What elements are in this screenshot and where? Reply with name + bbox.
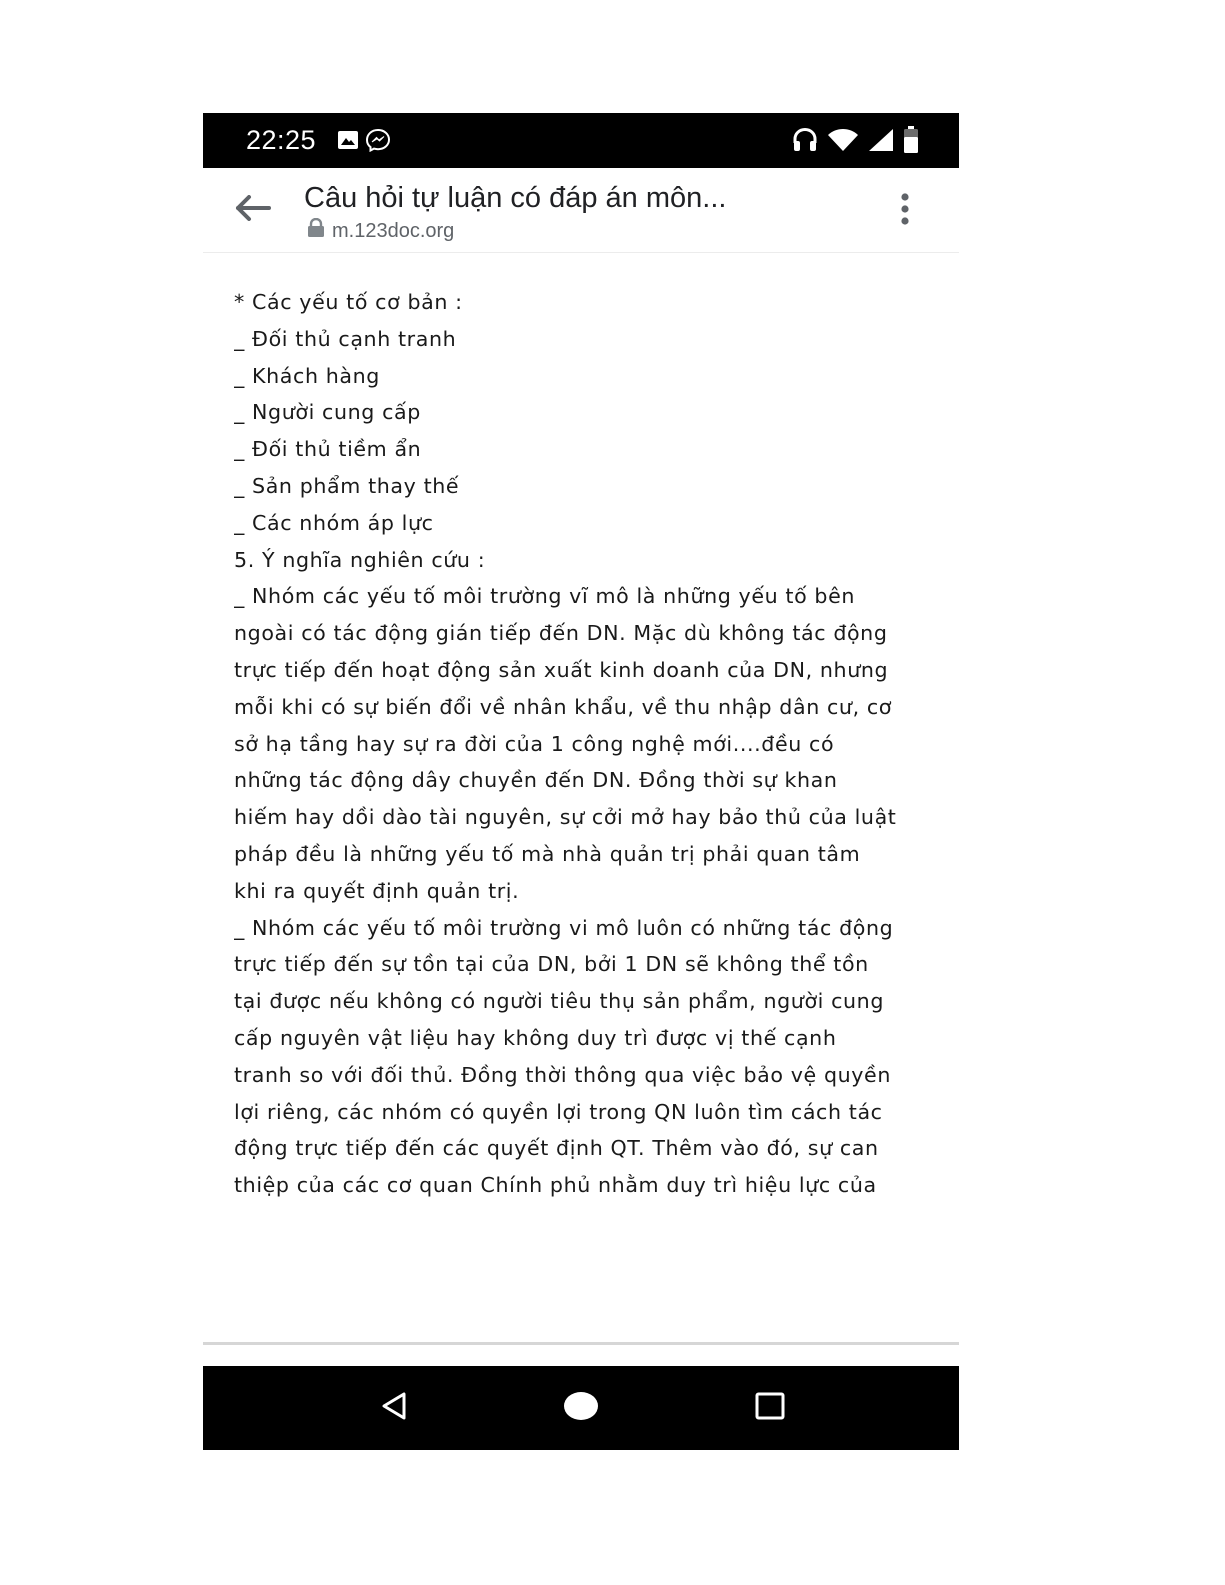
document-line: _ Sản phẩm thay thế	[234, 473, 460, 498]
document-line: tranh so với đối thủ. Đồng thời thông qua việc bảo vệ quyền	[234, 1062, 891, 1087]
navigation-bar	[203, 1366, 959, 1450]
document-line: _ Nhóm các yếu tố môi trường vĩ mô là những yếu tố bên	[234, 584, 856, 609]
browser-header	[203, 168, 959, 253]
document-line: _ Người cung cấp	[234, 400, 421, 425]
back-arrow-icon	[234, 195, 272, 225]
document-line: _ Các nhóm áp lực	[234, 510, 434, 535]
nav-back-button[interactable]	[374, 1388, 414, 1428]
document-content	[234, 284, 959, 1204]
document-line: trực tiếp đến sự tồn tại của DN, bởi 1 DN sẽ không thể tồn	[234, 952, 869, 977]
document-line: hiếm hay dồi dào tài nguyên, sự cởi mở hay bảo thủ của luật	[234, 805, 897, 830]
recents-square-icon	[755, 1392, 785, 1424]
document-line: sở hạ tầng hay sự ra đời của 1 công nghệ mới....đều có	[234, 731, 835, 756]
document-line: _ Đối thủ cạnh tranh	[234, 326, 457, 351]
messenger-icon	[365, 128, 391, 156]
page-url[interactable]	[307, 218, 454, 243]
nav-recents-button[interactable]	[750, 1388, 790, 1428]
document-line: lợi riêng, các nhóm có quyền lợi trong QN luôn tìm cách tác	[234, 1099, 883, 1124]
back-button[interactable]	[233, 190, 273, 230]
document-line: pháp đều là những yếu tố mà nhà quản trị phải quan tâm	[234, 841, 861, 866]
status-time: 22:25	[246, 125, 317, 155]
document-line: thiệp của các cơ quan Chính phủ nhằm duy trì hiệu lực của	[234, 1173, 877, 1198]
document-line: ngoài có tác động gián tiếp đến DN. Mặc dù không tác động	[234, 621, 888, 646]
document-line: _ Khách hàng	[234, 363, 380, 388]
document-line: tại được nếu không có người tiêu thụ sản phẩm, người cung	[234, 989, 885, 1014]
divider	[203, 1342, 959, 1345]
document-line: trực tiếp đến hoạt động sản xuất kinh doanh của DN, nhưng	[234, 657, 889, 682]
wifi-icon	[827, 128, 859, 156]
document-line: cấp nguyên vật liệu hay không duy trì được vị thế cạnh	[234, 1025, 837, 1050]
document-line: _ Đối thủ tiềm ẩn	[234, 437, 422, 462]
document-line: mỗi khi có sự biến đổi về nhân khẩu, về thu nhập dân cư, cơ	[234, 694, 892, 719]
phone-screen	[203, 113, 959, 1450]
status-system-icons	[792, 126, 919, 158]
nav-home-button[interactable]	[561, 1388, 601, 1428]
document-line: khi ra quyết định quản trị.	[234, 878, 520, 903]
document-line: những tác động dây chuyền đến DN. Đồng thời sự khan	[234, 768, 838, 793]
document-line: _ Nhóm các yếu tố môi trường vi mô luôn có những tác động	[234, 915, 894, 940]
document-line: động trực tiếp đến các quyết định QT. Thêm vào đó, sự can	[234, 1136, 879, 1161]
status-bar	[203, 113, 959, 168]
image-icon	[337, 130, 359, 154]
lock-icon	[307, 218, 325, 243]
more-vert-icon	[900, 193, 910, 229]
cell-signal-icon	[868, 128, 894, 156]
document-line: 5. Ý nghĩa nghiên cứu :	[234, 547, 486, 572]
battery-icon	[903, 126, 919, 158]
more-options-button[interactable]	[893, 194, 917, 228]
home-circle-icon	[563, 1391, 599, 1425]
page-title: Câu hỏi tự luận có đáp án môn...	[304, 182, 727, 214]
status-notification-icons	[337, 128, 391, 156]
document-line: * Các yếu tố cơ bản :	[234, 290, 463, 314]
headphones-icon	[792, 127, 818, 157]
url-text: m.123doc.org	[332, 219, 455, 242]
back-triangle-icon	[380, 1391, 408, 1425]
